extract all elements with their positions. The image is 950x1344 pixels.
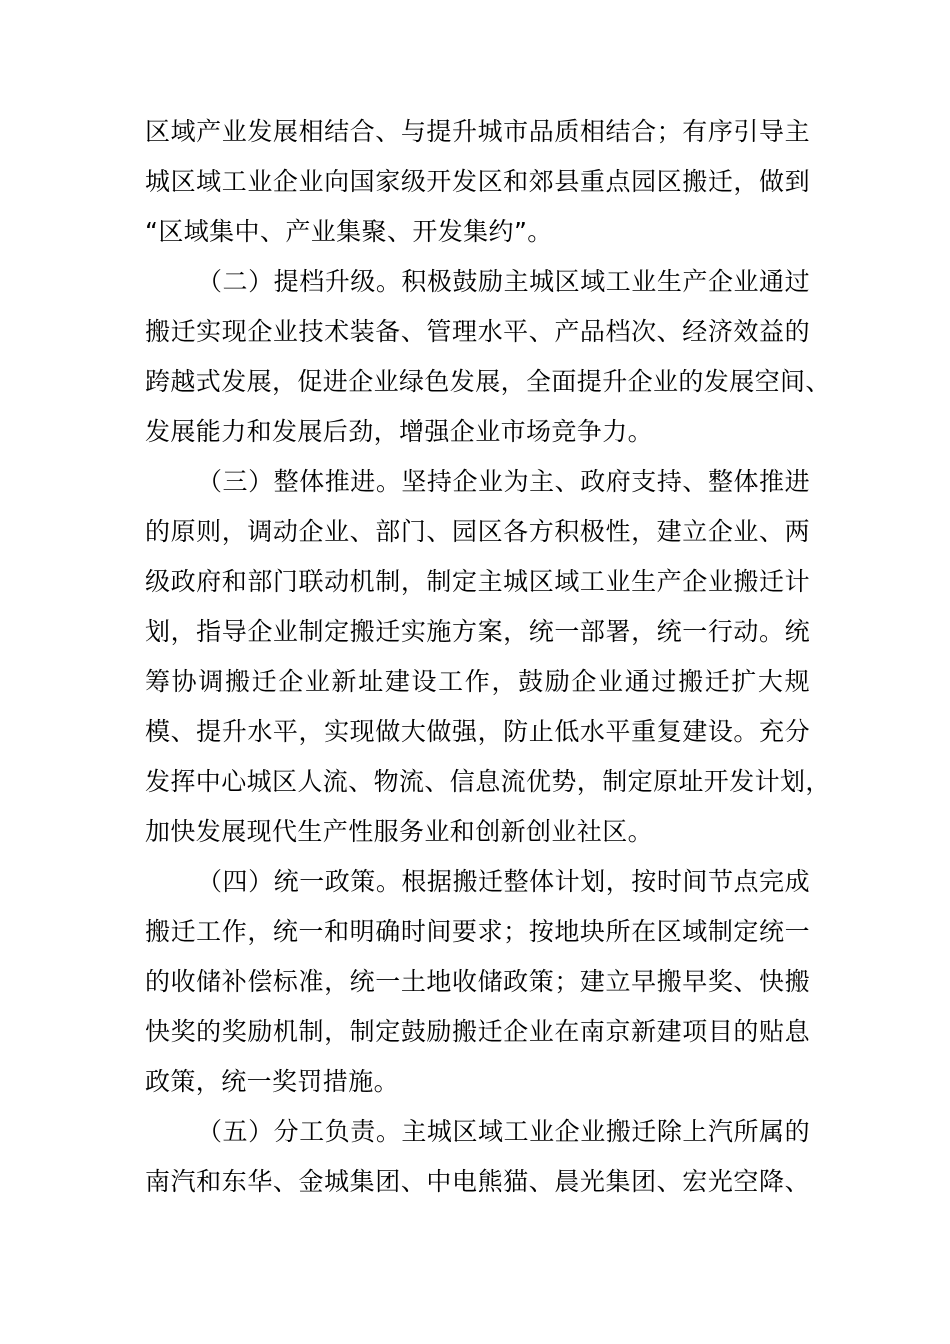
paragraph-line: 划，指导企业制定搬迁实施方案，统一部署，统一行动。统 bbox=[145, 617, 810, 646]
paragraph-line: 跨越式发展，促进企业绿色发展，全面提升企业的发展空间、 bbox=[145, 367, 831, 396]
paragraph-line: 搬迁实现企业技术装备、管理水平、产品档次、经济效益的 bbox=[145, 317, 810, 346]
paragraph-line: 南汽和东华、金城集团、中电熊猫、晨光集团、宏光空降、 bbox=[145, 1167, 810, 1196]
paragraph-line: “区域集中、产业集聚、开发集约”。 bbox=[145, 217, 553, 246]
paragraph-line: （四）统一政策。根据搬迁整体计划，按时间节点完成 bbox=[197, 867, 810, 896]
paragraph-line: （五）分工负责。主城区域工业企业搬迁除上汽所属的 bbox=[197, 1117, 810, 1146]
paragraph-line: 的收储补偿标准，统一土地收储政策；建立早搬早奖、快搬 bbox=[145, 967, 810, 996]
paragraph-line: 发挥中心城区人流、物流、信息流优势，制定原址开发计划， bbox=[145, 767, 831, 796]
paragraph-line: 级政府和部门联动机制，制定主城区域工业生产企业搬迁计 bbox=[145, 567, 810, 596]
paragraph-line: 快奖的奖励机制，制定鼓励搬迁企业在南京新建项目的贴息 bbox=[145, 1017, 810, 1046]
paragraph-line: 区域产业发展相结合、与提升城市品质相结合；有序引导主 bbox=[145, 117, 810, 146]
paragraph-line: （三）整体推进。坚持企业为主、政府支持、整体推进 bbox=[197, 467, 810, 496]
paragraph-line: 的原则，调动企业、部门、园区各方积极性，建立企业、两 bbox=[145, 517, 810, 546]
paragraph-line: 筹协调搬迁企业新址建设工作，鼓励企业通过搬迁扩大规 bbox=[145, 667, 810, 696]
paragraph-line: 城区域工业企业向国家级开发区和郊县重点园区搬迁，做到 bbox=[145, 167, 810, 196]
paragraph-line: 搬迁工作，统一和明确时间要求；按地块所在区域制定统一 bbox=[145, 917, 810, 946]
paragraph-line: 模、提升水平，实现做大做强，防止低水平重复建设。充分 bbox=[145, 717, 810, 746]
paragraph-line: 发展能力和发展后劲，增强企业市场竞争力。 bbox=[145, 417, 654, 446]
paragraph-line: （二）提档升级。积极鼓励主城区域工业生产企业通过 bbox=[197, 267, 810, 296]
paragraph-line: 加快发展现代生产性服务业和创新创业社区。 bbox=[145, 817, 654, 846]
paragraph-line: 政策，统一奖罚措施。 bbox=[145, 1067, 400, 1096]
